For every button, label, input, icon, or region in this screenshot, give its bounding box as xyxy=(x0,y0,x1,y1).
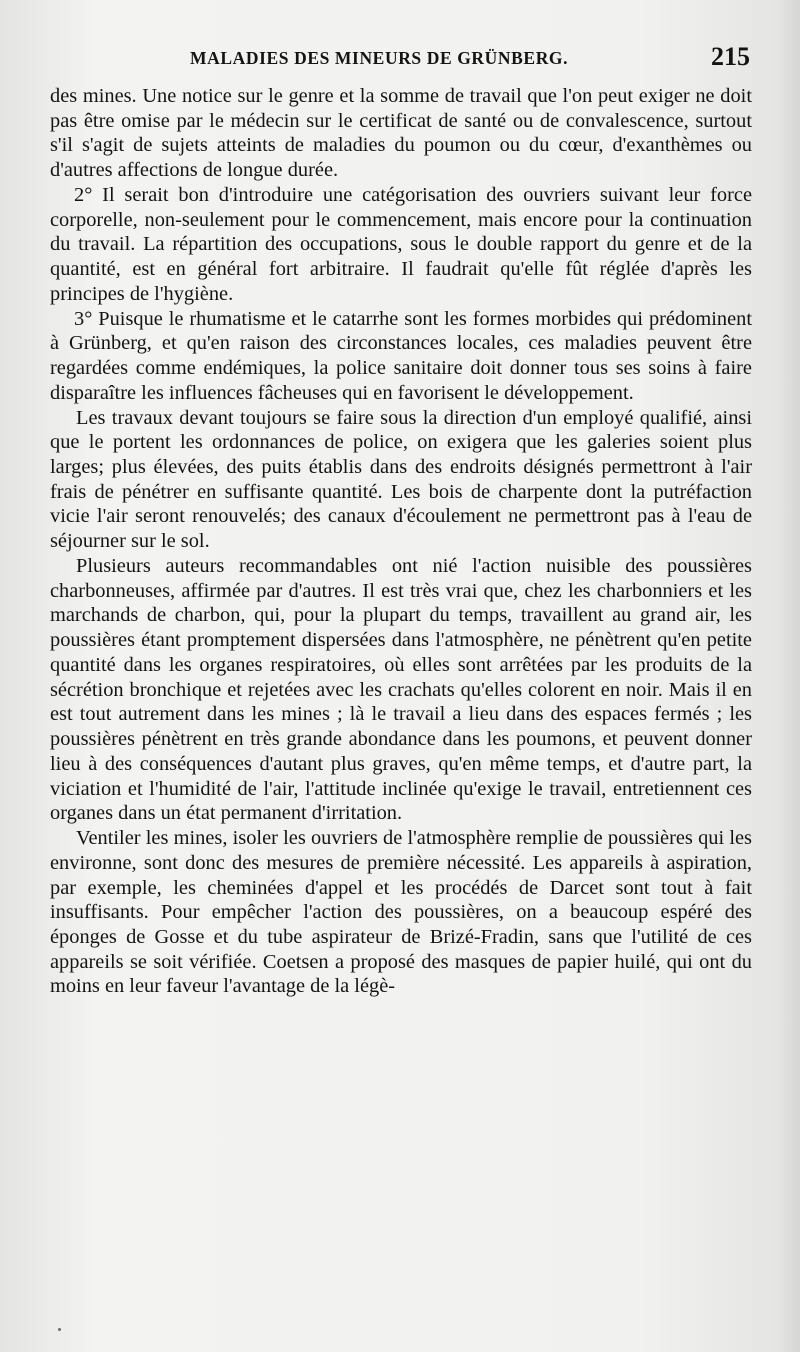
page-edge-shadow xyxy=(778,0,800,1352)
print-speck xyxy=(58,1328,61,1331)
paragraph-1: des mines. Une notice sur le genre et la somme de travail que l'on peut exiger ne doit pas être omise par le médecin sur le certificat de santé ou de convalescence, surtout s'il s'agit de sujets atteints de maladies du poumon ou du cœur, d'exanthèmes ou d'autres affections de longue durée. xyxy=(50,85,752,182)
paragraph-4: Les travaux devant toujours se faire sous la direction d'un employé qualifié, ainsi que le portent les ordonnances de police, on exigera que les galeries soient plus larges; plus élevées, des puits établis dans des endroits désignés permettront à l'air frais de pénétrer en suffisante quantité. Les bois de charpente dont la putréfaction vicie l'air seront renouvelés; des canaux d'écoulement ne permettront pas à l'eau de séjourner sur le sol. xyxy=(50,406,752,553)
paragraph-3: 3° Puisque le rhumatisme et le catarrhe sont les formes morbides qui prédominent à Grünberg, et qu'en raison des circonstances locales, ces maladies peuvent être regardées comme endémiques, la police sanitaire doit donner tous ses soins à faire disparaître les influences fâcheuses qui en favorisent le développement. xyxy=(50,307,752,404)
body-text xyxy=(50,84,752,999)
page-number: 215 xyxy=(711,42,750,71)
running-head xyxy=(52,40,752,76)
paragraph-2: 2° Il serait bon d'introduire une catégorisation des ouvriers suivant leur force corporelle, non-seulement pour le commencement, mais encore pour la continuation du travail. La répartition des occupations, sous le double rapport du genre et de la quantité, est en général fort arbitraire. Il faudrait qu'elle fût réglée d'après les principes de l'hygiène. xyxy=(50,183,752,305)
paragraph-6: Ventiler les mines, isoler les ouvriers de l'atmosphère remplie de poussières qui les environne, sont donc des mesures de première nécessité. Les appareils à aspiration, par exemple, les cheminées d'appel et les procédés de Darcet sont tout à fait insuffisants. Pour empêcher l'action des poussières, on a beaucoup espéré des éponges de Gosse et du tube aspirateur de Brizé-Fradin, sans que l'utilité de ces appareils se soit vérifiée. Coetsen a proposé des masques de papier huilé, qui ont du moins en leur faveur l'avantage de la légè- xyxy=(50,827,752,998)
running-title: MALADIES DES MINEURS DE GRÜNBERG. xyxy=(190,48,569,68)
paragraph-5: Plusieurs auteurs recommandables ont nié l'action nuisible des poussières charbonneuses, affirmée par d'autres. Il est très vrai que, chez les charbonniers et les marchands de charbon, qui, pour la plupart du temps, travaillent au grand air, les poussières étant promptement dispersées dans l'atmosphère, ne pénètrent qu'en petite quantité dans les organes respiratoires, où elles sont arrêtées par les produits de la sécrétion bronchique et rejetées avec les crachats qu'elles colorent en noir. Mais il en est tout autrement dans les mines ; là le travail a lieu dans des espaces fermés ; les poussières pénètrent en très grande abondance dans les poumons, et peuvent donner lieu à des conséquences d'autant plus graves, qu'en même temps, et d'autre part, la viciation et l'humidité de l'air, l'attitude inclinée qu'exige le travail, entretiennent ces organes dans un état permanent d'irritation. xyxy=(50,554,752,825)
